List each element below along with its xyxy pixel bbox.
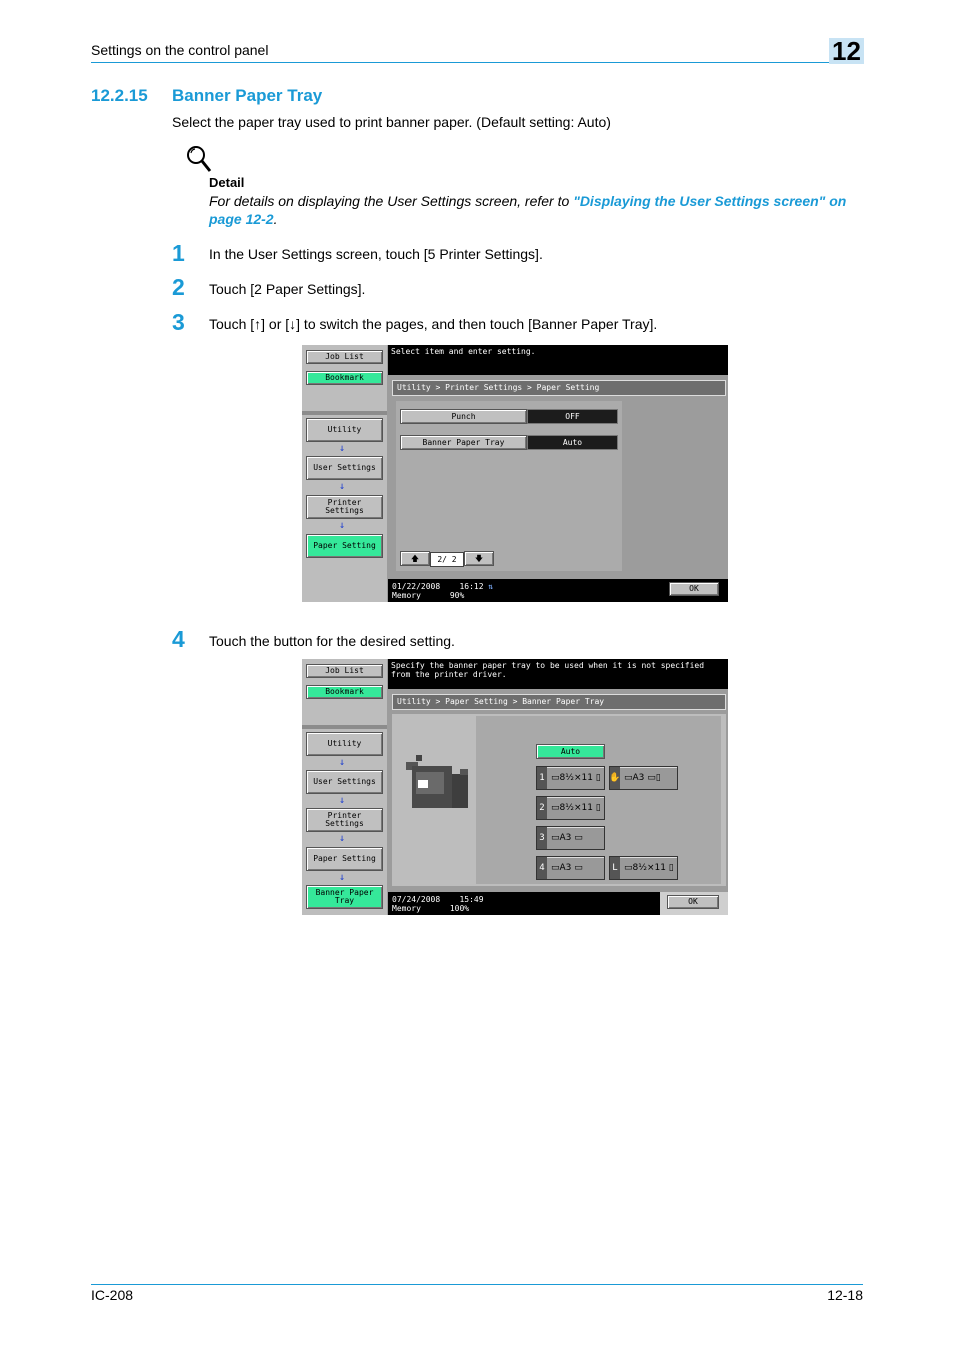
job-list-button[interactable]: Job List: [306, 350, 383, 364]
user-settings-button[interactable]: User Settings: [306, 770, 383, 794]
status-date: 01/22/2008: [392, 582, 441, 591]
step-text: In the User Settings screen, touch [5 Printer Settings].: [209, 246, 543, 262]
settings-panel: [396, 401, 622, 571]
banner-tray-button[interactable]: Banner Paper Tray: [306, 885, 383, 909]
paper-setting-button[interactable]: Paper Setting: [306, 534, 383, 558]
arrow-down-icon: ↓: [339, 795, 346, 806]
detail-link[interactable]: "Displaying the User Settings screen" on page 12-2: [209, 193, 847, 227]
tray-2-button[interactable]: [536, 796, 605, 820]
large-capacity-tray-button[interactable]: [609, 856, 678, 880]
tray-label: ▭A3 ▭: [551, 863, 583, 873]
auto-button[interactable]: Auto: [536, 744, 605, 759]
status-time: 15:49: [459, 895, 484, 904]
step-number: 2: [172, 274, 185, 300]
header-rule: [91, 62, 863, 63]
memory-value: 100%: [449, 904, 470, 913]
utility-button[interactable]: Utility: [306, 418, 383, 442]
breadcrumb: Utility > Paper Setting > Banner Paper Tray: [392, 694, 726, 710]
detail-end: .: [273, 211, 278, 227]
ok-button[interactable]: OK: [669, 582, 719, 596]
screen-paper-setting: [302, 345, 728, 602]
sidebar: [302, 345, 387, 602]
step-text: Touch [↑] or [↓] to switch the pages, and then touch [Banner Paper Tray].: [209, 316, 658, 332]
screen-banner-paper-tray: [302, 659, 728, 915]
arrow-down-icon: ↓: [339, 520, 346, 531]
status-date: 07/24/2008: [392, 895, 441, 904]
memory-label: Memory: [392, 904, 421, 913]
bypass-tray-button[interactable]: [609, 766, 678, 790]
tray-4-button[interactable]: [536, 856, 605, 880]
step-text: Touch the button for the desired setting.: [209, 633, 455, 649]
tray-number: 2: [537, 797, 547, 819]
arrow-down-icon: ↓: [339, 833, 346, 844]
tray-1-button[interactable]: [536, 766, 605, 790]
tray-label: ▭A3 ▭: [551, 833, 583, 843]
tray-number: L: [610, 857, 620, 879]
step-number: 1: [172, 240, 185, 266]
user-settings-button[interactable]: User Settings: [306, 456, 383, 480]
printer-settings-button[interactable]: Printer Settings: [306, 495, 383, 519]
memory-label: Memory: [392, 591, 421, 600]
detail-label: Detail: [209, 175, 245, 190]
tray-label: ▭8½×11 ▯: [551, 803, 601, 813]
status-bar: [388, 892, 660, 915]
step-text: Touch [2 Paper Settings].: [209, 281, 366, 297]
bookmark-button[interactable]: Bookmark: [306, 371, 383, 385]
instruction-message: Specify the banner paper tray to be used when it is not specified from the printer driver.: [388, 659, 728, 689]
section-title: Banner Paper Tray: [172, 86, 323, 105]
utility-button[interactable]: Utility: [306, 732, 383, 756]
arrow-up-icon: 🡅: [410, 553, 420, 563]
sidebar-divider: [302, 411, 387, 415]
network-icon: ⇅: [488, 582, 494, 591]
punch-button[interactable]: Punch: [400, 409, 527, 424]
footer-rule: [91, 1284, 863, 1285]
tray-number: 4: [537, 857, 547, 879]
page-down-button[interactable]: [464, 551, 494, 566]
tray-label: ▭8½×11 ▯: [624, 863, 674, 873]
arrow-down-icon: ↓: [339, 481, 346, 492]
tray-number: 3: [537, 827, 547, 849]
arrow-down-icon: ↓: [339, 443, 346, 454]
ok-button[interactable]: OK: [667, 895, 719, 909]
arrow-down-icon: 🡇: [474, 553, 484, 563]
paper-setting-button[interactable]: Paper Setting: [306, 847, 383, 871]
arrow-down-icon: ↓: [339, 872, 346, 883]
tray-number: 1: [537, 767, 547, 789]
status-time: 16:12: [459, 582, 484, 591]
page-up-button[interactable]: [400, 551, 430, 566]
bookmark-button[interactable]: Bookmark: [306, 685, 383, 699]
printer-settings-button[interactable]: Printer Settings: [306, 808, 383, 832]
detail-text: [209, 192, 865, 228]
page-indicator: 2/ 2: [430, 552, 464, 567]
sidebar-divider: [302, 725, 387, 729]
detail-body: For details on displaying the User Settings screen, refer to: [209, 193, 574, 209]
breadcrumb: Utility > Printer Settings > Paper Setting: [392, 380, 726, 396]
step-number: 3: [172, 309, 185, 335]
status-bar: [388, 579, 660, 602]
intro-text: Select the paper tray used to print banner paper. (Default setting: Auto): [172, 114, 611, 130]
footer-page-number: 12-18: [827, 1287, 863, 1303]
chapter-number: 12: [832, 36, 861, 66]
banner-paper-tray-value: Auto: [527, 435, 618, 450]
hand-icon: ✋: [610, 767, 620, 789]
banner-paper-tray-button[interactable]: Banner Paper Tray: [400, 435, 527, 450]
footer-model: IC-208: [91, 1287, 134, 1303]
punch-value: OFF: [527, 409, 618, 424]
step-number: 4: [172, 626, 185, 652]
running-header: Settings on the control panel: [91, 42, 269, 58]
section-number: 12.2.15: [91, 86, 148, 105]
instruction-message: Select item and enter setting.: [388, 345, 728, 375]
sidebar: [302, 659, 387, 915]
job-list-button[interactable]: Job List: [306, 664, 383, 678]
memory-value: 90%: [449, 591, 465, 600]
machine-illustration: [402, 752, 472, 810]
tray-label: ▭A3 ▭▯: [624, 773, 661, 783]
tray-label: ▭8½×11 ▯: [551, 773, 601, 783]
tray-3-button[interactable]: [536, 826, 605, 850]
arrow-down-icon: ↓: [339, 757, 346, 768]
magnifier-icon: [186, 145, 212, 173]
